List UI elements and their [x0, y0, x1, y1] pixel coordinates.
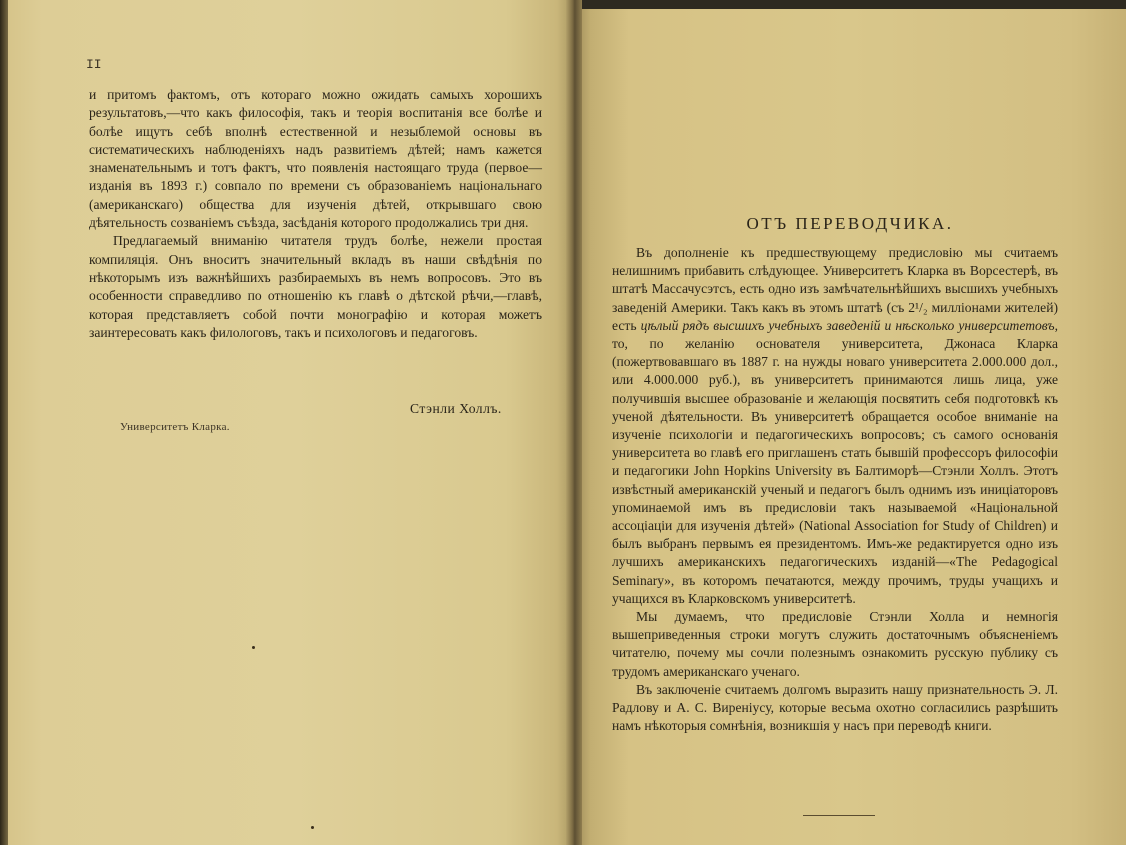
- paper-speck: [311, 826, 314, 829]
- book-gutter: [566, 0, 582, 845]
- right-body-text: [612, 244, 1058, 735]
- left-body-text: [89, 86, 542, 342]
- closing-rule: [803, 815, 875, 816]
- top-edge-shadow: [574, 0, 1126, 9]
- paper-speck: [252, 646, 255, 649]
- right-paragraph-1: [612, 244, 1058, 608]
- right-paragraph-2: Мы думаемъ, что предисловіе Стэнли Холла и немногія вышеприведенныя строки могутъ служить достаточнымъ объясненіемъ читателю, почему мы сочли полезнымъ ознакомить русскую публику съ трудомъ американскаго ученаго.: [612, 609, 1058, 679]
- left-paragraph-1: и притомъ фактомъ, отъ котораго можно ожидать самыхъ хорошихъ результатовъ,—что какъ философія, такъ и теорія воспитанія все болѣе и болѣе ищутъ себѣ вполнѣ естественной и незыблемой основы въ систематическихъ наблюденіяхъ надъ развитіемъ дѣтей; намъ кажется знаменательнымъ и тотъ фактъ, что появленія настоящаго труда (первое—изданія въ 1893 г.) совпало по времени съ образованіемъ національнаго (американскаго) общества для изученія дѣтей, открывшаго свою дѣятельность созваніемъ съѣзда, засѣданія которого продолжались три дня.: [89, 87, 542, 231]
- page-number: II: [86, 57, 102, 72]
- right-paragraph-3: Въ заключеніе считаемъ долгомъ выразить нашу признательность Э. Л. Радлову и А. С. Виреніусу, которые весьма охотно согласились разрѣшить намъ нѣкоторыя сомнѣнія, возникшія у насъ при переводѣ книги.: [612, 681, 1058, 734]
- right-paragraph-1-end: , то, по желанію основателя университета, Джонаса Кларка (пожертвовавшаго въ 1887 г. на нужды новаго университета 2.000.000 дол., или 4.000.000 руб.), въ университетъ принимаются лишь лица, уже получившія высшее образованіе и желающія посвятить себя подготовкѣ къ ученой дѣятельности. Въ университетѣ обращается особое вниманіе на изученіе психологіи и педагогическихъ вопросовъ; съ самого основанія университета во главѣ его приглашенъ стать бывшій профессоръ философіи и педагогики John Hopkins University въ Балтиморѣ—Стэнли Холлъ. Этотъ извѣстный американскій ученый и педагогъ былъ однимъ изъ иниціаторовъ упоминаемой имъ въ предисловіи такъ называемой «Національной ассоціаціи для изученія дѣтей» (National Association for Study of Children) и былъ выбранъ первымъ ея президентомъ. Имъ-же редактируется одно изъ лучшихъ американскихъ педагогическихъ изданій—«The Pedagogical Seminary», въ которомъ печатаются, между прочимъ, труды учащихъ и учащихся въ Кларковскомъ университетѣ.: [612, 317, 1058, 606]
- author-signature: Стэнли Холлъ.: [410, 401, 502, 416]
- right-paragraph-1-italic: цѣлый рядъ высшихъ учебныхъ заведеній и нѣсколько университетовъ: [640, 317, 1055, 333]
- left-paragraph-2: Предлагаемый вниманію читателя трудъ болѣе, нежели простая компиляція. Онъ вноситъ значительный вкладъ въ наши свѣдѣнія по нѣкоторымъ изъ важнѣйшихъ разбираемыхъ въ немъ вопросовъ. Это въ особенности справедливо по отношенію къ главѣ о дѣтской рѣчи,—главѣ, которая представляетъ собой почти монографію и которая можетъ заинтересовать какъ филологовъ, такъ и психологовъ и педагоговъ.: [89, 233, 542, 340]
- right-paragraph-1-start: Въ дополненіе къ предшествующему предисловію мы считаемъ нелишнимъ прибавить слѣдующее. Университетъ Кларка въ Ворсестерѣ, въ штатѣ Массачусэтсъ, есть одно изъ замѣчательнѣйшихъ высшихъ учебныхъ заведеній Америки. Такъ какъ въ этомъ штатѣ (съ 2¹/₂ милліонами жителей) есть: [612, 245, 1058, 333]
- author-affiliation: Университетъ Кларка.: [120, 421, 230, 433]
- section-title: ОТЪ ПЕРЕВОДЧИКА.: [746, 214, 954, 233]
